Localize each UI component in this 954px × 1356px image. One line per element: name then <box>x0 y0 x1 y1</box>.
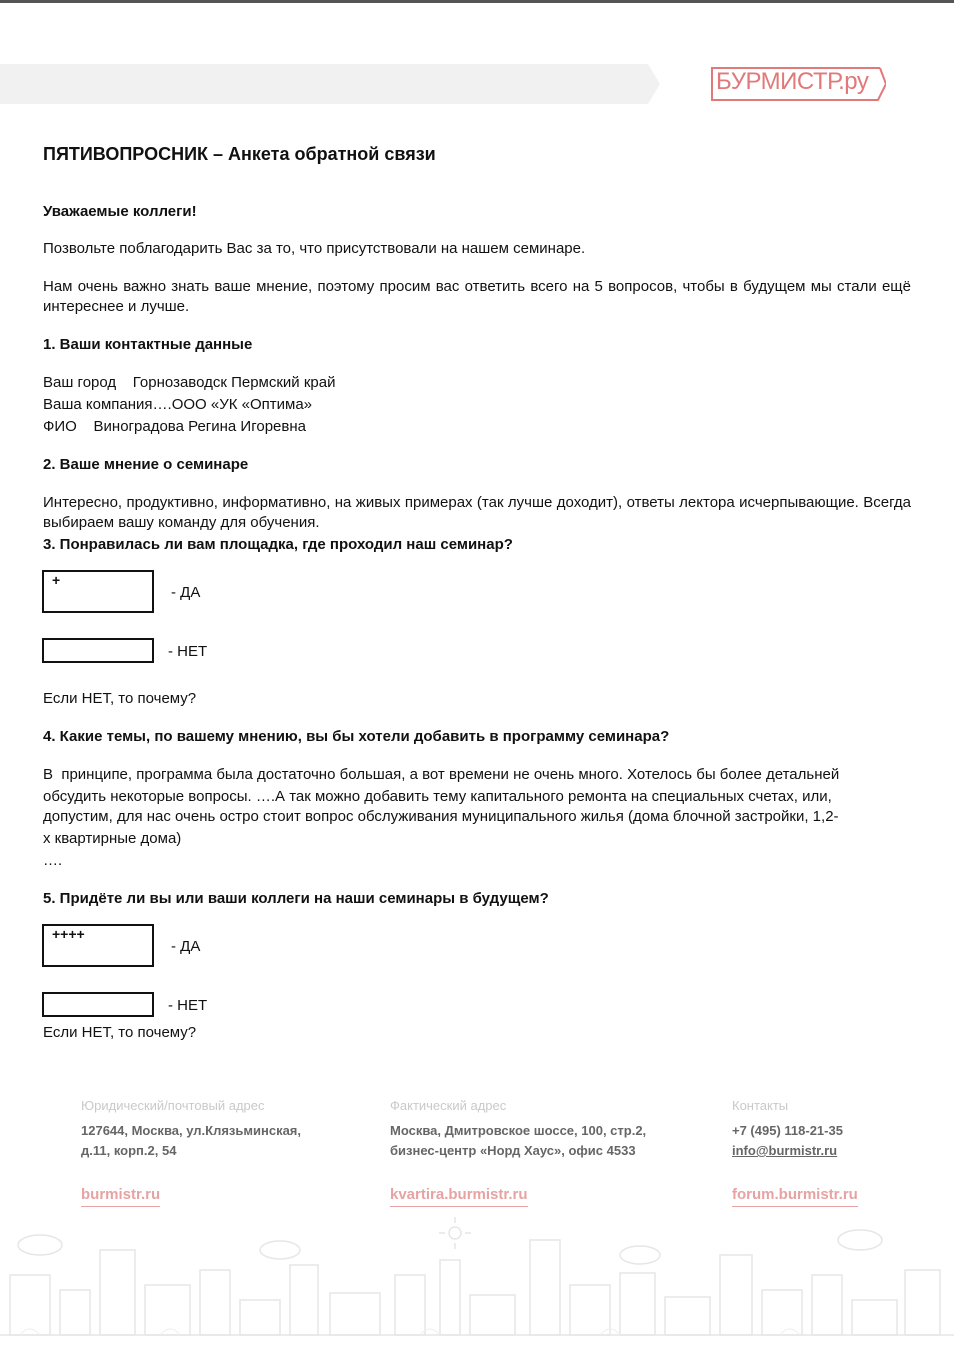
q4-answer-line-1: В принципе, программа была достаточно большая, а вот времени не очень много. Хотелось бы более детальней <box>43 766 840 783</box>
city-skyline-illustration <box>0 1215 954 1356</box>
q3-yes-label: - ДА <box>171 584 201 601</box>
q2-heading: 2. Ваше мнение о семинаре <box>43 456 249 473</box>
q3-no-label: - НЕТ <box>168 643 208 660</box>
q4-answer-line-3: допустим, для нас очень остро стоит вопрос обслуживания муниципального жилья (дома блочной застройки, 1,2- <box>43 808 839 825</box>
q5-if-no: Если НЕТ, то почему? <box>43 1024 197 1041</box>
q5-yes-label: - ДА <box>171 938 201 955</box>
q1-fio: ФИО Виноградова Регина Игоревна <box>43 418 306 435</box>
q5-yes-mark: ++++ <box>52 926 85 942</box>
intro-paragraph-2: Нам очень важно знать ваше мнение, поэтому просим вас ответить всего на 5 вопросов, чтобы в будущем мы стали ещё интереснее и лучше. <box>43 278 911 315</box>
q3-no-checkbox[interactable] <box>42 638 154 663</box>
q4-answer-line-4: х квартирные дома) <box>43 830 182 847</box>
footer-link-kvartira[interactable]: kvartira.burmistr.ru <box>390 1186 528 1207</box>
q3-if-no: Если НЕТ, то почему? <box>43 690 197 707</box>
page-title: ПЯТИВОПРОСНИК – Анкета обратной связи <box>43 144 436 164</box>
q4-answer-line-2: обсудить некоторые вопросы. ….А так можно добавить тему капитального ремонта на специальных счетах, или, <box>43 788 832 805</box>
footer-phone[interactable]: +7 (495) 118-21-35 <box>732 1123 843 1138</box>
footer-actual-line-1: Москва, Дмитровское шоссе, 100, стр.2, <box>390 1123 647 1138</box>
footer-link-forum[interactable]: forum.burmistr.ru <box>732 1186 858 1207</box>
footer-legal-line-2: д.11, корп.2, 54 <box>81 1143 177 1158</box>
q3-yes-checkbox[interactable] <box>42 570 154 613</box>
greeting: Уважаемые коллеги! <box>43 203 197 220</box>
header-banner <box>0 64 660 104</box>
q1-company: Ваша компания….ООО «УК «Оптима» <box>43 396 313 413</box>
footer-actual-label: Фактический адрес <box>390 1098 507 1113</box>
footer-contacts-label: Контакты <box>732 1098 789 1113</box>
intro-paragraph-1: Позвольте поблагодарить Вас за то, что присутствовали на нашем семинаре. <box>43 240 586 257</box>
q5-yes-checkbox[interactable] <box>42 924 154 967</box>
logo[interactable]: БУРМИСТР.ру <box>716 68 869 95</box>
top-border <box>0 0 954 3</box>
q5-heading: 5. Придёте ли вы или ваши коллеги на наши семинары в будущем? <box>43 890 549 907</box>
q2-answer: Интересно, продуктивно, информативно, на живых примерах (так лучше доходит), ответы лектора исчерпывающие. Всегда выбираем вашу команду для обучения. <box>43 494 911 531</box>
q5-no-checkbox[interactable] <box>42 992 154 1017</box>
footer-actual-line-2: бизнес-центр «Норд Хаус», офис 4533 <box>390 1143 636 1158</box>
q1-heading: 1. Ваши контактные данные <box>43 336 253 353</box>
q4-heading: 4. Какие темы, по вашему мнению, вы бы хотели добавить в программу семинара? <box>43 728 670 745</box>
footer-legal-label: Юридический/почтовый адрес <box>81 1098 265 1113</box>
footer-link-burmistr[interactable]: burmistr.ru <box>81 1186 160 1207</box>
footer-legal-line-1: 127644, Москва, ул.Клязьминская, <box>81 1123 301 1138</box>
footer-email[interactable]: info@burmistr.ru <box>732 1143 838 1158</box>
q3-heading: 3. Понравилась ли вам площадка, где проходил наш семинар? <box>43 536 513 553</box>
q5-no-label: - НЕТ <box>168 997 208 1014</box>
q1-city: Ваш город Горнозаводск Пермский край <box>43 374 336 391</box>
q3-yes-mark: + <box>52 572 61 588</box>
q4-answer-line-5: …. <box>43 852 63 869</box>
